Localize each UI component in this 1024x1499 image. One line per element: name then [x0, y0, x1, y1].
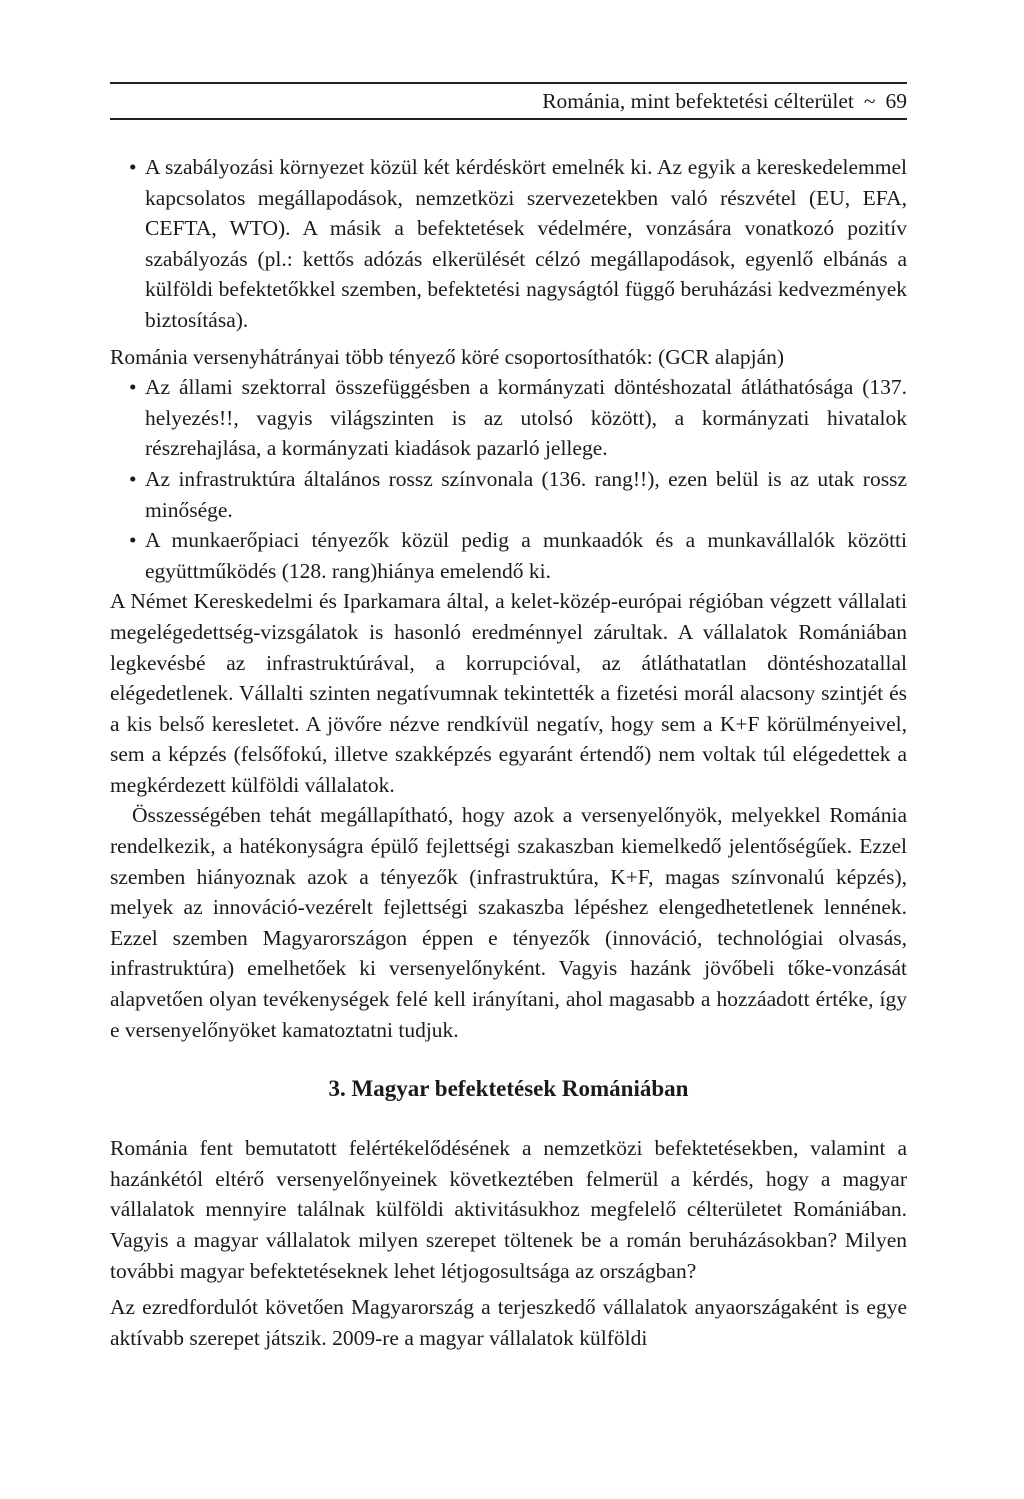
bullet-item	[110, 464, 907, 525]
bullet-item	[110, 372, 907, 464]
section-heading: 3. Magyar befektetések Romániában	[328, 1076, 689, 1102]
header-rule-bottom	[110, 118, 907, 120]
bullet-dot: •	[129, 466, 137, 491]
running-header-title: Románia, mint befektetési célterület	[542, 89, 854, 113]
body-paragraph: A Német Kereskedelmi és Iparkamara által, a kelet-közép-európai régióban végzett vállalati megelégedettség-vizsgálatok is hasonló eredménnyel zárultak. A vállalatok Romániában legkevésbé az infrastruktúrával, a korrupcióval, az átláthatatlan döntéshozatallal elégedetlenek. Vállalti szinten negatívumnak tekintették a fizetési morál alacsony szintjét és a kis belső keresletet. A jövőre nézve rendkívül negatív, hogy sem a K+F körülményeivel, sem a képzés (felsőfokú, illetve szakképzés egyaránt értendő) nem voltak túl elégedettek a megkérdezett külföldi vállalatok.	[110, 589, 907, 797]
body-paragraph: Az ezredfordulót követően Magyarország a terjeszkedő vállalatok anyaországaként is egye aktívabb szerepet játszik. 2009-re a magyar vállalatok külföldi	[110, 1295, 907, 1350]
bullet-text: A szabályozási környezet közül két kérdéskört emelnék ki. Az egyik a kereskedelemmel kapcsolatos megállapodások, nemzetközi szervezetekben való részvétel (EU, EFA, CEFTA, WTO). A másik a befektetések védelmére, vonzására vonatkozó pozitív szabályozás (pl.: kettős adózás elkerülését célzó megállapodások, egyenlő elbánás a külföldi befektetőkkel szemben, befektetési nagyságtól függő beruházási kedvezmények biztosítása).	[145, 155, 907, 332]
running-header	[542, 87, 907, 115]
header-rule-top	[110, 82, 907, 84]
body-paragraph: Románia fent bemutatott felértékelődésének a nemzetközi befektetésekben, valamint a hazánkétól eltérő versenyelőnyeinek következtében felmerül a kérdés, hogy a magyar vállalatok mennyire találnak külföldi aktivitásukhoz megfelelő célterületet Romániában. Vagyis a magyar vállalatok milyen szerepet töltenek be a román beruházásokban? Milyen további magyar befektetéseknek lehet létjogosultsága az országban?	[110, 1136, 907, 1283]
page-number: 69	[885, 89, 907, 113]
bullet-text: Az infrastruktúra általános rossz színvonala (136. rang!!), ezen belül is az utak rossz minősége.	[145, 466, 907, 522]
bullet-text: Az állami szektorral összefüggésben a kormányzati döntéshozatal átláthatósága (137. helyezés!!, vagyis világszinten is az utolsó között), a kormányzati hivatalok részrehajlása, a kormányzati kiadások pazarló jellege.	[145, 375, 907, 461]
intro-paragraph: Románia versenyhátrányai több tényező köré csoportosíthatók: (GCR alapján)	[110, 344, 785, 369]
bullet-item	[110, 525, 907, 586]
bullet-text: A munkaerőpiaci tényezők közül pedig a munkaadók és a munkavállalók közötti együttműködés (128. rang)hiánya emelendő ki.	[145, 528, 907, 583]
bullet-dot: •	[129, 528, 137, 553]
bullet-dot: •	[129, 155, 137, 179]
body-paragraph: Összességében tehát megállapítható, hogy azok a versenyelőnyök, melyekkel Románia rendelkezik, a hatékonyságra épülő fejlettségi szakaszban kiemelkedő jelentőségűek. Ezzel szemben hiányoznak azok a tényezők (infrastruktúra, K+F, magas színvonalú képzés), melyek az innováció-vezérelt fejlettségi szakaszba lépéshez elengedhetetlenek lennének. Ezzel szemben Magyarországon éppen e tényezők (innováció, technológiai olvasás, infrastruktúra) emelhetőek ki versenyelőnyként. Vagyis hazánk jövőbeli tőke-vonzását alapvetően olyan tevékenységek felé kell irányítani, ahol magasabb a hozzáadott értéke, így e versenyelőnyöket kamatoztatni tudjuk.	[110, 803, 907, 1042]
bullet-item	[110, 152, 907, 336]
page-body	[110, 152, 907, 1353]
bullet-dot: •	[129, 375, 137, 400]
header-separator: ~	[863, 89, 876, 113]
